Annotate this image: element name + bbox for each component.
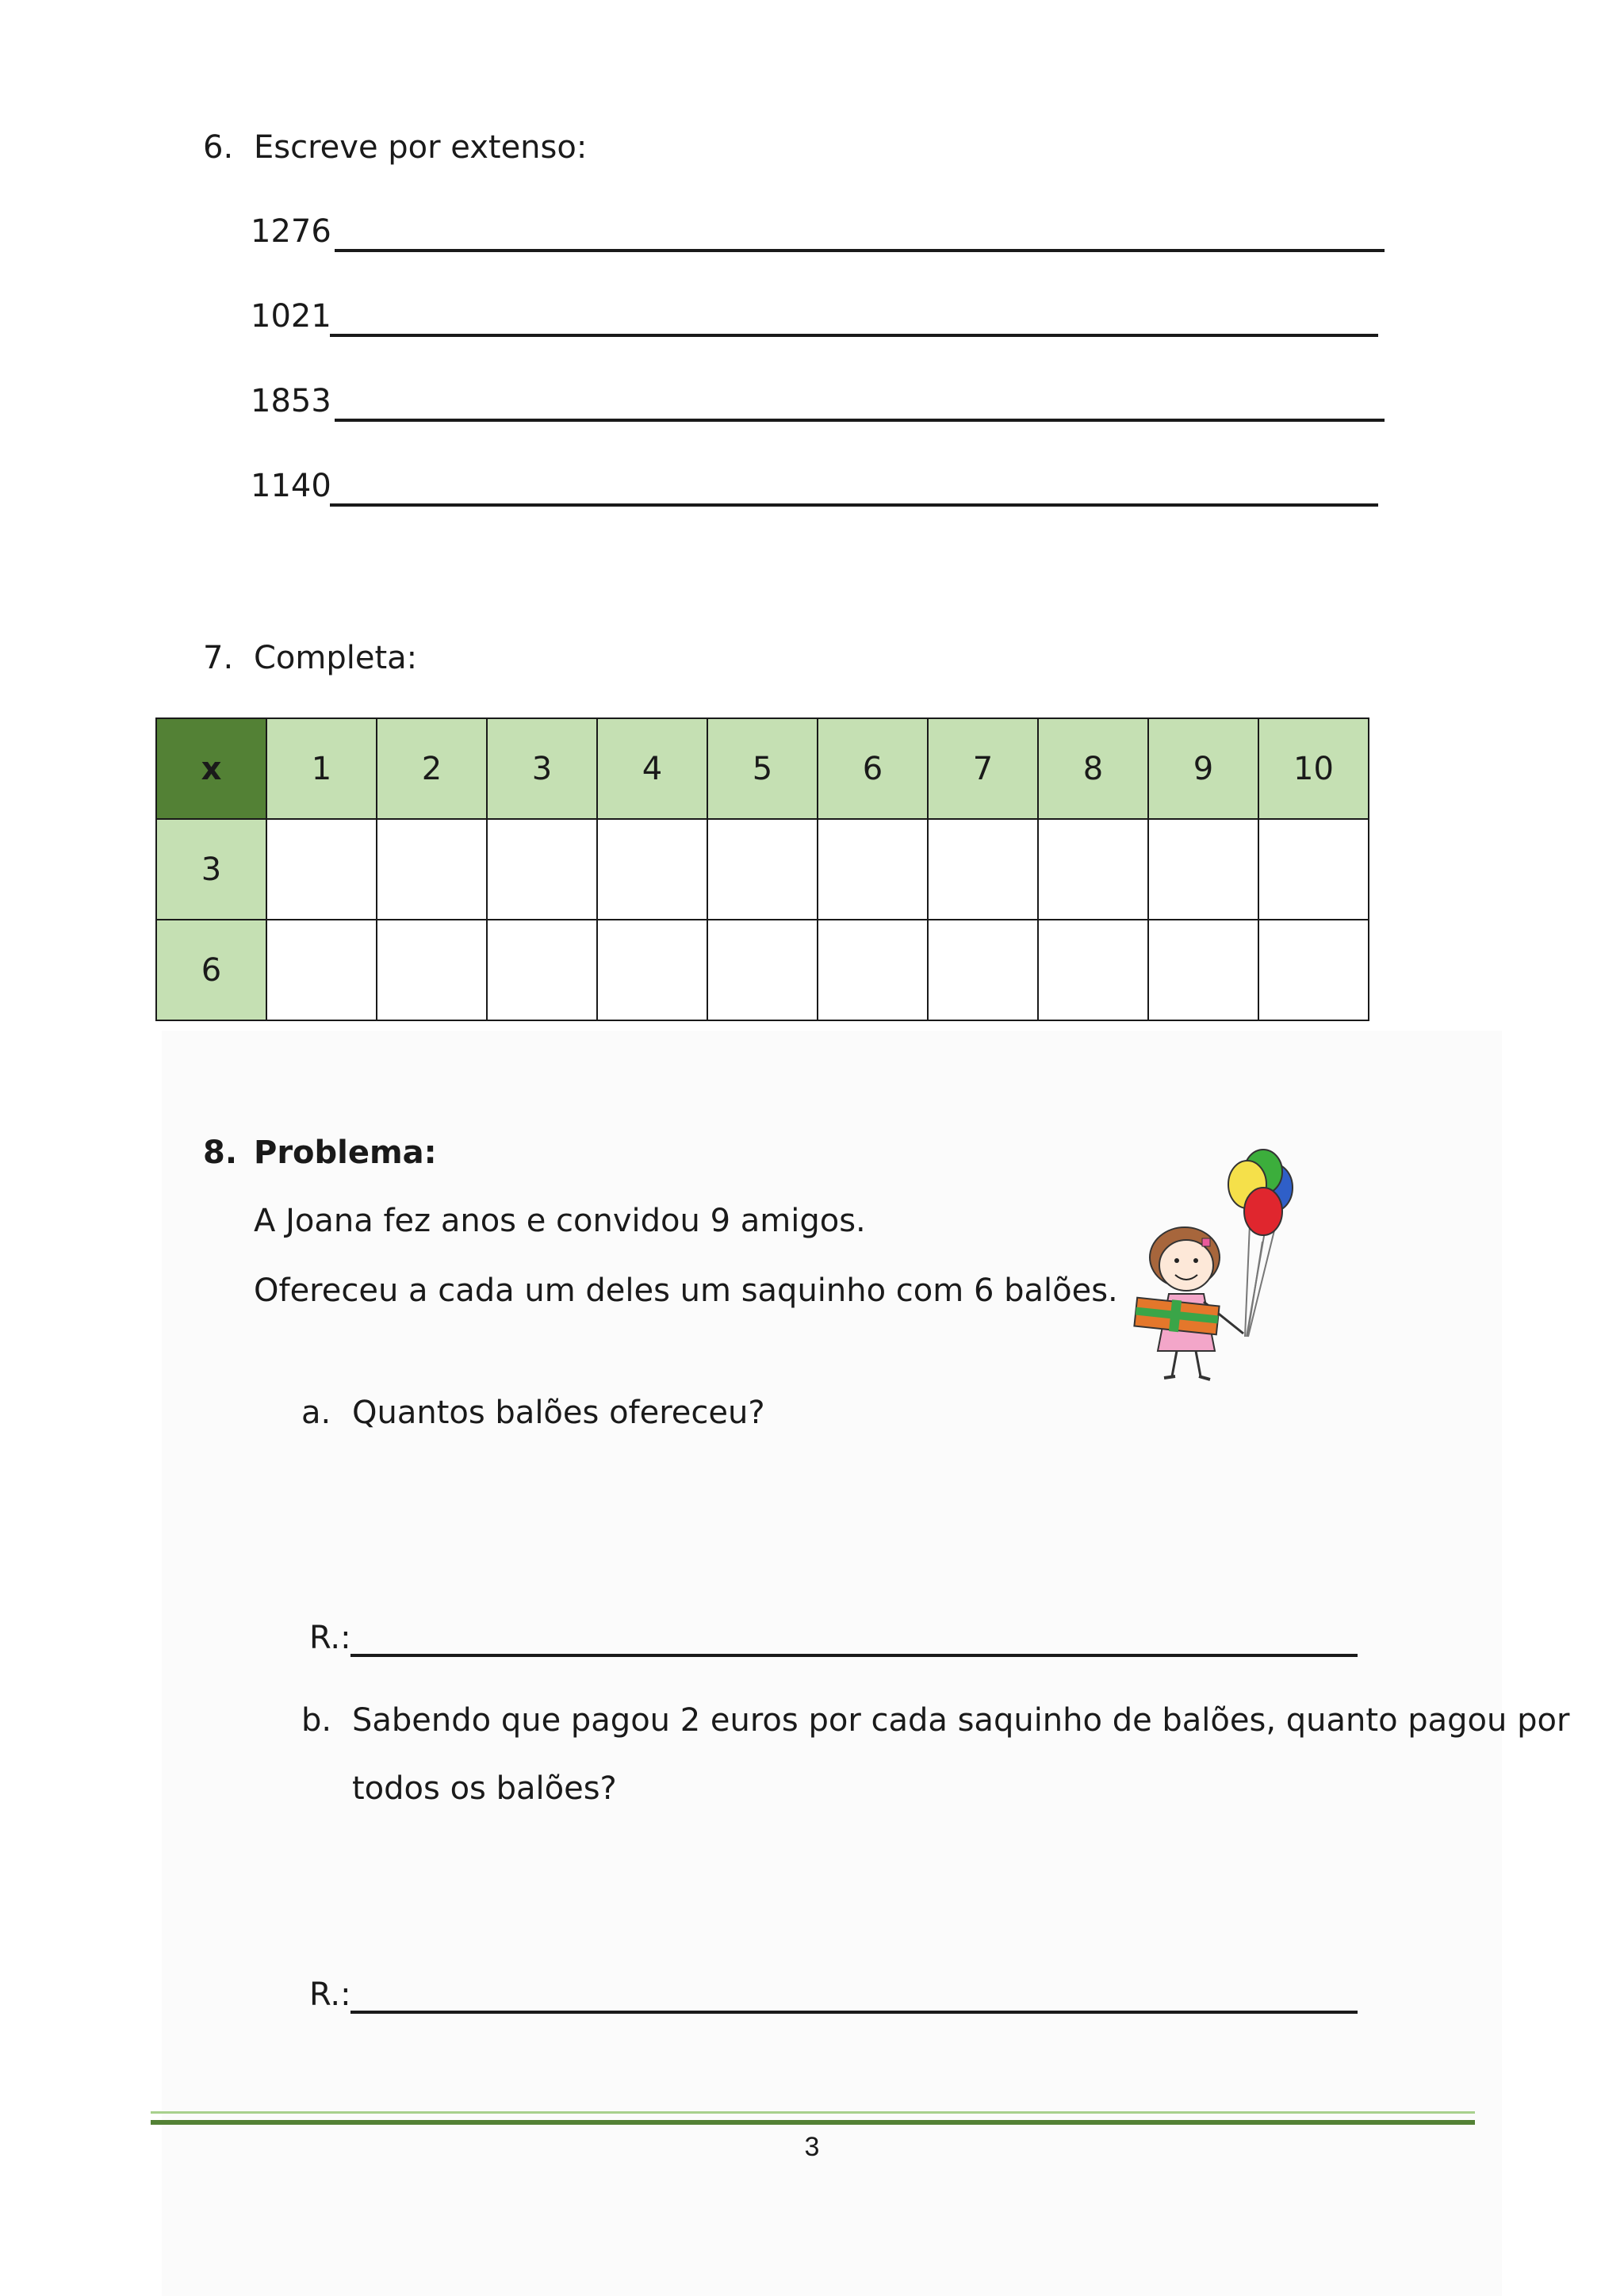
table-answer-cell[interactable] (266, 819, 377, 920)
q8-item-a-text: Quantos balões ofereceu? (352, 1395, 765, 1431)
table-answer-cell[interactable] (487, 819, 597, 920)
page-number: 3 (804, 2132, 820, 2162)
footer-divider-dark (151, 2120, 1475, 2125)
table-column-header: 10 (1258, 718, 1369, 819)
table-answer-cell[interactable] (1148, 920, 1258, 1020)
answer-line[interactable] (350, 1654, 1358, 1657)
table-column-header: 8 (1038, 718, 1148, 819)
table-answer-cell[interactable] (707, 819, 818, 920)
q8-item-a-letter: a. (301, 1395, 331, 1431)
table-answer-cell[interactable] (266, 920, 377, 1020)
table-answer-cell[interactable] (487, 920, 597, 1020)
table-answer-cell[interactable] (597, 819, 707, 920)
q6-answer-line[interactable] (335, 419, 1385, 422)
q6-number-label: 1276 (251, 213, 331, 250)
answer-label: R.: (309, 1976, 351, 2013)
answer-line[interactable] (350, 2011, 1358, 2014)
q8-number: 8. (203, 1135, 238, 1171)
table-row-header: 6 (156, 920, 266, 1020)
table-answer-cell[interactable] (1258, 920, 1369, 1020)
q8-title (203, 1134, 437, 1172)
footer-divider-light (151, 2111, 1475, 2114)
q7-number: 7. (203, 640, 234, 676)
table-column-header: 2 (377, 718, 487, 819)
q8-statement-line-2: Ofereceu a cada um deles um saquinho com 6 balões. (254, 1272, 1118, 1309)
table-row (156, 819, 1369, 920)
q6-title-text: Escreve por extenso: (254, 129, 588, 166)
table-answer-cell[interactable] (1258, 819, 1369, 920)
q7-title (203, 639, 417, 677)
q8-item-b-text-line-2: todos os balões? (352, 1770, 617, 1807)
q6-answer-line[interactable] (335, 249, 1385, 252)
table-column-header: 6 (818, 718, 928, 819)
table-corner-operator: x (156, 718, 266, 819)
table-row (156, 920, 1369, 1020)
table-column-header: 9 (1148, 718, 1258, 819)
q6-row-1 (251, 206, 1385, 254)
table-answer-cell[interactable] (818, 920, 928, 1020)
answer-label: R.: (309, 1620, 351, 1656)
q8-item-b-text-line-1: Sabendo que pagou 2 euros por cada saquinho de balões, quanto pagou por (352, 1702, 1570, 1739)
table-answer-cell[interactable] (1148, 819, 1258, 920)
q8-statement-line-1: A Joana fez anos e convidou 9 amigos. (254, 1203, 866, 1239)
q6-answer-line[interactable] (330, 503, 1378, 507)
table-answer-cell[interactable] (377, 920, 487, 1020)
table-answer-cell[interactable] (377, 819, 487, 920)
q6-number: 6. (203, 129, 234, 166)
q8-item-b-letter: b. (301, 1702, 332, 1739)
table-column-header: 3 (487, 718, 597, 819)
table-answer-cell[interactable] (707, 920, 818, 1020)
q6-answer-line[interactable] (330, 334, 1378, 337)
q6-row-3 (251, 376, 1385, 423)
girl-with-balloons-illustration (1132, 1138, 1307, 1392)
table-answer-cell[interactable] (818, 819, 928, 920)
q8-answer-a (309, 1613, 1358, 1660)
table-column-header: 4 (597, 718, 707, 819)
table-answer-cell[interactable] (1038, 819, 1148, 920)
table-answer-cell[interactable] (928, 819, 1038, 920)
table-column-header: 5 (707, 718, 818, 819)
table-answer-cell[interactable] (597, 920, 707, 1020)
q7-title-text: Completa: (254, 640, 418, 676)
table-column-header: 7 (928, 718, 1038, 819)
table-answer-cell[interactable] (928, 920, 1038, 1020)
table-column-header: 1 (266, 718, 377, 819)
q8-answer-b (309, 1969, 1358, 2017)
q6-number-label: 1853 (251, 383, 331, 419)
table-header-row (156, 718, 1369, 819)
table-answer-cell[interactable] (1038, 920, 1148, 1020)
multiplication-table (155, 718, 1369, 1021)
q6-number-label: 1140 (251, 468, 331, 504)
table-row-header: 3 (156, 819, 266, 920)
q6-row-2 (251, 291, 1378, 339)
q6-row-4 (251, 461, 1378, 508)
q6-title (203, 128, 587, 166)
q6-number-label: 1021 (251, 298, 331, 335)
q8-title-text: Problema: (254, 1135, 437, 1171)
